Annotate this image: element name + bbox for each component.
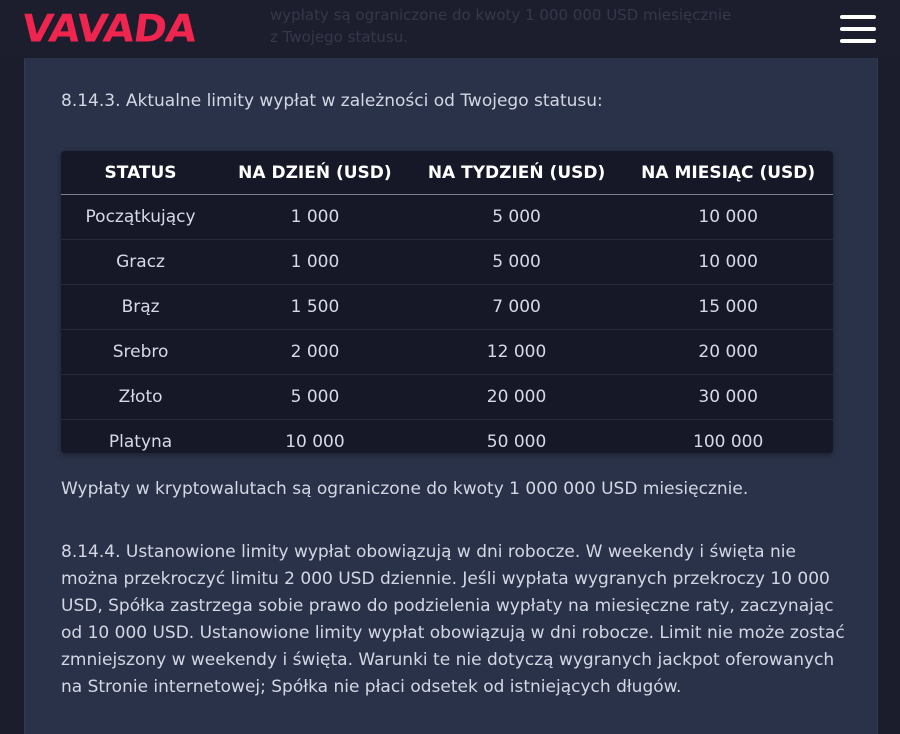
cell-per-month: 100 000 (623, 420, 833, 465)
cell-per-month: 30 000 (623, 375, 833, 420)
withdrawal-limits-table (61, 151, 833, 453)
cell-status: Złoto (61, 375, 220, 420)
cell-per-week: 12 000 (410, 330, 624, 375)
cell-per-week: 5 000 (410, 240, 624, 285)
header-per-month: NA MIESIĄC (USD) (623, 151, 833, 195)
cell-status: Początkujący (85, 207, 196, 227)
cell-per-day: 1 500 (220, 285, 410, 330)
cell-per-week: 20 000 (410, 375, 624, 420)
site-header (0, 0, 900, 58)
header-status: STATUS (61, 151, 220, 195)
terms-content (24, 58, 878, 734)
header-per-day: NA DZIEŃ (USD) (220, 151, 410, 195)
table-row (61, 375, 833, 420)
cell-status: Srebro (61, 330, 220, 375)
cell-per-month: 15 000 (623, 285, 833, 330)
section-8-14-4-paragraph: 8.14.4. Ustanowione limity wypłat obowiązują w dni robocze. W weekendy i święta nie można przekroczyć limitu 2 000 USD dziennie. Jeśli wypłata wygranych przekroczy 10 000 USD, Spółka zastrzega sobie prawo do podzielenia wypłaty na miesięczne raty, zaczynając od 10 000 USD. Ustanowione limity wypłat obowiązują w dni robocze. Limit nie może zostać zmniejszony w weekendy i święta. Warunki te nie dotyczą wygranych jackpot oferowanych na Stronie internetowej; Spółka nie płaci odsetek od istniejących długów. (61, 542, 845, 697)
header-per-week: NA TYDZIEŃ (USD) (410, 151, 624, 195)
table-row (61, 240, 833, 285)
table-header-row (61, 151, 833, 195)
cell-status: Gracz (61, 240, 220, 285)
cell-per-day: 1 000 (220, 240, 410, 285)
cell-status: Platyna (61, 420, 220, 465)
cell-per-month: 10 000 (623, 240, 833, 285)
cell-per-month: 20 000 (623, 330, 833, 375)
table-row (61, 330, 833, 375)
table-row (61, 195, 833, 240)
cell-per-week: 5 000 (492, 207, 541, 227)
cell-per-week: 7 000 (410, 285, 624, 330)
table-row (61, 285, 833, 330)
cell-per-week: 50 000 (410, 420, 624, 465)
header-background-text (270, 4, 850, 48)
table-row (61, 420, 833, 465)
limits-intro-paragraph: 8.14.3. Aktualne limity wypłat w zależności od Twojego statusu: (61, 91, 603, 111)
hamburger-menu-icon[interactable] (838, 13, 878, 45)
header-bg-line-2: z Twojego statusu. (270, 28, 408, 46)
vavada-logo[interactable]: VAVADA (18, 7, 199, 51)
cell-per-day: 1 000 (290, 207, 340, 227)
cell-per-day: 2 000 (220, 330, 410, 375)
crypto-limit-paragraph: Wypłaty w kryptowalutach są ograniczone do kwoty 1 000 000 USD miesięcznie. (61, 479, 749, 499)
header-bg-line-1: wypłaty są ograniczone do kwoty 1 000 000 USD miesięcznie (270, 6, 732, 24)
cell-per-day: 10 000 (220, 420, 410, 465)
cell-status: Brąz (61, 285, 220, 330)
cell-per-day: 5 000 (220, 375, 410, 420)
cell-per-month: 10 000 (698, 207, 758, 227)
